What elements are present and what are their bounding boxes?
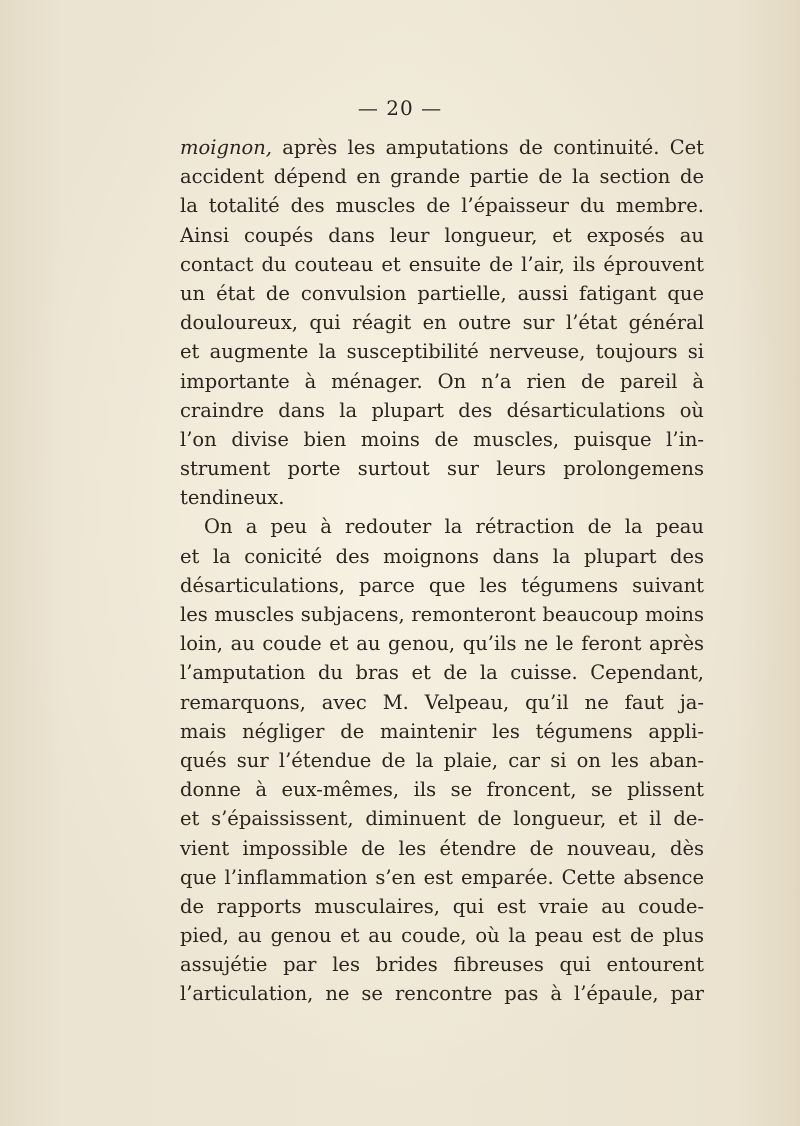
text-line: un état de convulsion partielle, aussi fatigant que [180, 281, 704, 305]
text-line: accident dépend en grande partie de la section de [180, 165, 704, 189]
text-line: assujétie par les brides fibreuses qui entourent [180, 953, 704, 977]
text-line [180, 133, 704, 162]
text-line: l’on divise bien moins de muscles, puisque l’in- [180, 427, 704, 451]
text-line: l’amputation du bras et de la cuisse. Cependant, [180, 661, 704, 685]
text-line: que l’inflammation s’en est emparée. Cette absence [180, 865, 704, 889]
italic-word: moignon, [180, 136, 273, 159]
page-number: — 20 — [357, 96, 443, 120]
text-line: contact du couteau et ensuite de l’air, ils éprouvent [180, 252, 704, 276]
text-line: donne à eux-mêmes, ils se froncent, se plissent [180, 778, 704, 802]
text-line: mais négliger de maintenir les tégumens appli- [180, 719, 704, 743]
text-line: craindre dans la plupart des désarticulations où [180, 398, 704, 422]
text-line: Ainsi coupés dans leur longueur, et exposés au [180, 223, 704, 247]
text-line: On a peu à redouter la rétraction de la peau [204, 515, 704, 539]
text-line: strument porte surtout sur leurs prolongemens [180, 457, 704, 481]
text-line: de rapports musculaires, qui est vraie au coude- [180, 894, 704, 918]
text-line: la totalité des muscles de l’épaisseur du membre. [180, 194, 704, 218]
text-line: l’articulation, ne se rencontre pas à l’épaule, par [180, 982, 704, 1006]
text-line: loin, au coude et au genou, qu’ils ne le feront après [180, 632, 704, 656]
text-line: et augmente la susceptibilité nerveuse, toujours si [180, 340, 704, 364]
text-line: remarquons, avec M. Velpeau, qu’il ne faut ja- [180, 690, 704, 714]
text-line: douloureux, qui réagit en outre sur l’état général [180, 311, 704, 335]
text-line: désarticulations, parce que les tégumens suivant [180, 573, 704, 597]
text-line: et la conicité des moignons dans la plupart des [180, 544, 704, 568]
text-line: qués sur l’étendue de la plaie, car si on les aban- [180, 748, 704, 772]
text-line: tendineux. [180, 486, 285, 510]
text-line: vient impossible de les étendre de nouveau, dès [180, 836, 704, 860]
line-text: après les amputations de continuité. Cet [272, 136, 704, 159]
body-text [180, 133, 704, 1009]
text-line: importante à ménager. On n’a rien de pareil à [180, 369, 704, 393]
text-line: pied, au genou et au coude, où la peau est de plus [180, 924, 704, 948]
text-line: et s’épaississent, diminuent de longueur, et il de- [180, 807, 704, 831]
text-line: les muscles subjacens, remonteront beaucoup moins [180, 603, 704, 626]
